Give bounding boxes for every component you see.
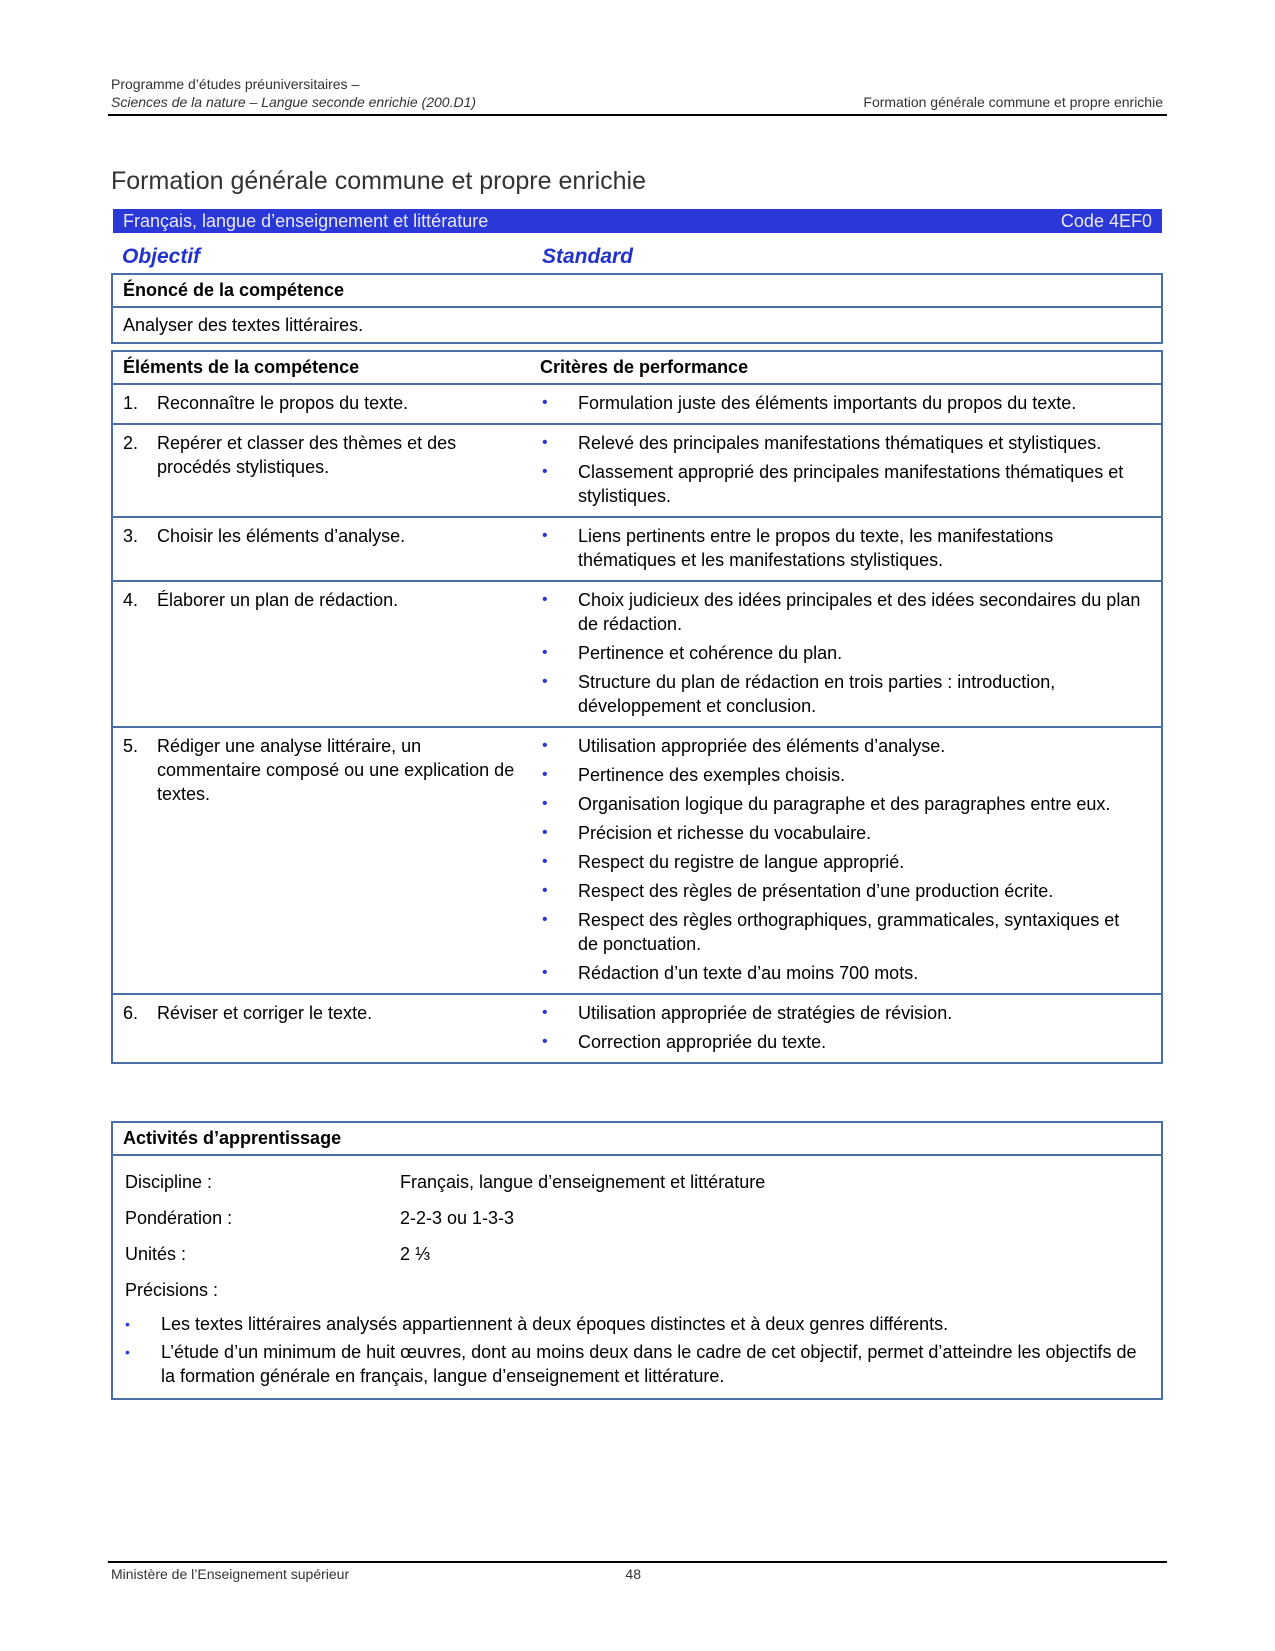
standard-label: Standard [542, 245, 634, 268]
bullet-icon: • [542, 673, 548, 690]
list-item [540, 391, 1141, 415]
element-number: 6. [123, 1003, 139, 1023]
course-code-value: 4EF0 [1108, 211, 1152, 231]
bullet-icon: • [542, 824, 548, 841]
competence-heading: Énoncé de la compétence [113, 275, 1161, 308]
list-item [540, 670, 1141, 718]
table-row [113, 385, 1161, 425]
activities-heading: Activités d’apprentissage [113, 1123, 1161, 1156]
criteria-cell [540, 582, 1161, 726]
page-footer [111, 1566, 641, 1582]
header-row [111, 93, 1163, 111]
competence-statement: Analyser des textes littéraires. [123, 315, 364, 335]
criterion-text: Pertinence des exemples choisis. [578, 765, 846, 785]
elements-table-header [113, 352, 1161, 385]
section-title: Formation générale commune et propre enrichie [111, 167, 646, 195]
element-cell [113, 385, 540, 423]
criteria-cell [540, 995, 1161, 1062]
ponderation-value: 2-2-3 ou 1-3-3 [400, 1208, 515, 1228]
list-item [540, 460, 1141, 508]
element-text: Réviser et corriger le texte. [157, 1003, 373, 1023]
criterion-text: Respect des règles orthographiques, grammaticales, syntaxiques et de ponctuation. [578, 910, 1120, 954]
bullet-icon: • [542, 1033, 548, 1050]
criterion-text: Correction appropriée du texte. [578, 1032, 827, 1052]
bullet-icon: • [542, 882, 548, 899]
precision-text: L’étude d’un minimum de huit œuvres, dont au moins deux dans le cadre de cet objectif, permet d’atteindre les objectifs de la formation générale en français, langue d’enseignement et littérature. [161, 1342, 1137, 1386]
bullet-icon: • [542, 527, 548, 544]
list-item [540, 588, 1141, 636]
list-item [540, 763, 1141, 787]
criterion-text: Précision et richesse du vocabulaire. [578, 823, 872, 843]
bullet-icon: • [542, 591, 548, 608]
objective-standard-row [122, 245, 1162, 269]
element-number: 1. [123, 393, 139, 413]
course-bar [113, 209, 1162, 233]
criterion-text: Respect du registre de langue approprié. [578, 852, 905, 872]
ponderation-label: Pondération : [125, 1208, 233, 1228]
bullet-icon: • [542, 737, 548, 754]
list-item [540, 908, 1141, 956]
unites-label: Unités : [125, 1244, 187, 1264]
criterion-text: Organisation logique du paragraphe et des paragraphes entre eux. [578, 794, 1111, 814]
precisions-line [125, 1272, 1149, 1308]
bullet-icon: • [125, 1344, 130, 1360]
table-row [113, 728, 1161, 995]
list-item [540, 1001, 1141, 1025]
element-text: Repérer et classer des thèmes et des procédés stylistiques. [157, 433, 457, 477]
element-number: 2. [123, 433, 139, 453]
table-row [113, 425, 1161, 518]
criterion-text: Structure du plan de rédaction en trois parties : introduction, développement et conclusion. [578, 672, 1056, 716]
criteria-cell [540, 728, 1161, 993]
list-item [540, 641, 1141, 665]
page-number: 48 [625, 1566, 641, 1582]
criterion-text: Pertinence et cohérence du plan. [578, 643, 843, 663]
list-item [540, 792, 1141, 816]
element-cell [113, 425, 540, 516]
list-item [125, 1312, 1149, 1336]
element-cell [113, 728, 540, 993]
objective-label: Objectif [122, 245, 201, 268]
criteria-column-heading: Critères de performance [540, 357, 749, 377]
element-number: 5. [123, 736, 139, 756]
list-item [540, 1030, 1141, 1054]
bullet-icon: • [542, 964, 548, 981]
course-code-label: Code [1060, 211, 1104, 231]
list-item [540, 431, 1141, 455]
precision-text: Les textes littéraires analysés appartiennent à deux époques distinctes et à deux genres différents. [161, 1314, 949, 1334]
bullet-icon: • [542, 644, 548, 661]
bullet-icon: • [542, 463, 548, 480]
criterion-text: Respect des règles de présentation d’une production écrite. [578, 881, 1054, 901]
header-section-name: Formation générale commune et propre enrichie [863, 94, 1163, 110]
competence-box [111, 273, 1163, 344]
criterion-text: Utilisation appropriée de stratégies de révision. [578, 1003, 953, 1023]
bullet-icon: • [542, 853, 548, 870]
course-name: Français, langue d’enseignement et littérature [123, 211, 489, 231]
table-row [113, 518, 1161, 582]
activities-box [111, 1121, 1163, 1400]
criterion-text: Classement approprié des principales manifestations thématiques et stylistiques. [578, 462, 1124, 506]
header-program-line: Programme d’études préuniversitaires – [111, 76, 360, 92]
bullet-icon: • [542, 434, 548, 451]
list-item [540, 961, 1141, 985]
criteria-cell [540, 425, 1161, 516]
bullet-icon: • [542, 795, 548, 812]
element-number: 3. [123, 526, 139, 546]
criteria-cell [540, 385, 1161, 423]
elements-table [111, 350, 1163, 1064]
precisions-label: Précisions : [125, 1280, 219, 1300]
elements-table-body [113, 385, 1161, 1062]
criterion-text: Formulation juste des éléments importants du propos du texte. [578, 393, 1077, 413]
element-text: Rédiger une analyse littéraire, un commentaire composé ou une explication de textes. [157, 736, 515, 804]
element-text: Élaborer un plan de rédaction. [157, 590, 399, 610]
list-item [540, 734, 1141, 758]
elements-column-heading: Éléments de la compétence [123, 357, 360, 377]
criterion-text: Rédaction d’un texte d’au moins 700 mots. [578, 963, 919, 983]
element-cell [113, 582, 540, 726]
bullet-icon: • [542, 911, 548, 928]
list-item [540, 821, 1141, 845]
bullet-icon: • [542, 394, 548, 411]
discipline-label: Discipline : [125, 1172, 213, 1192]
header-divider [108, 114, 1167, 116]
list-item [540, 879, 1141, 903]
criterion-text: Choix judicieux des idées principales et des idées secondaires du plan de rédaction. [578, 590, 1141, 634]
header-program-name: Sciences de la nature – Langue seconde enrichie (200.D1) [111, 94, 477, 110]
element-number: 4. [123, 590, 139, 610]
bullet-icon: • [542, 1004, 548, 1021]
table-row [113, 995, 1161, 1062]
list-item [540, 524, 1141, 572]
page-header [111, 76, 1163, 111]
table-row [113, 582, 1161, 728]
list-item [125, 1340, 1149, 1388]
precisions-list [125, 1312, 1149, 1388]
list-item [540, 850, 1141, 874]
criteria-cell [540, 518, 1161, 580]
discipline-value: Français, langue d’enseignement et littérature [400, 1172, 766, 1192]
criterion-text: Utilisation appropriée des éléments d’analyse. [578, 736, 946, 756]
footer-ministry: Ministère de l’Enseignement supérieur [111, 1566, 350, 1582]
footer-divider [108, 1561, 1167, 1563]
criterion-text: Relevé des principales manifestations thématiques et stylistiques. [578, 433, 1102, 453]
element-cell [113, 518, 540, 580]
discipline-line [125, 1164, 1149, 1200]
bullet-icon: • [542, 766, 548, 783]
unites-line [125, 1236, 1149, 1272]
element-text: Reconnaître le propos du texte. [157, 393, 409, 413]
element-cell [113, 995, 540, 1062]
unites-value: 2 ⅓ [400, 1244, 431, 1264]
activities-body [113, 1156, 1161, 1398]
bullet-icon: • [125, 1316, 130, 1332]
element-text: Choisir les éléments d’analyse. [157, 526, 406, 546]
course-code [1061, 209, 1152, 233]
criterion-text: Liens pertinents entre le propos du texte, les manifestations thématiques et les manifestations stylistiques. [578, 526, 1054, 570]
ponderation-line [125, 1200, 1149, 1236]
